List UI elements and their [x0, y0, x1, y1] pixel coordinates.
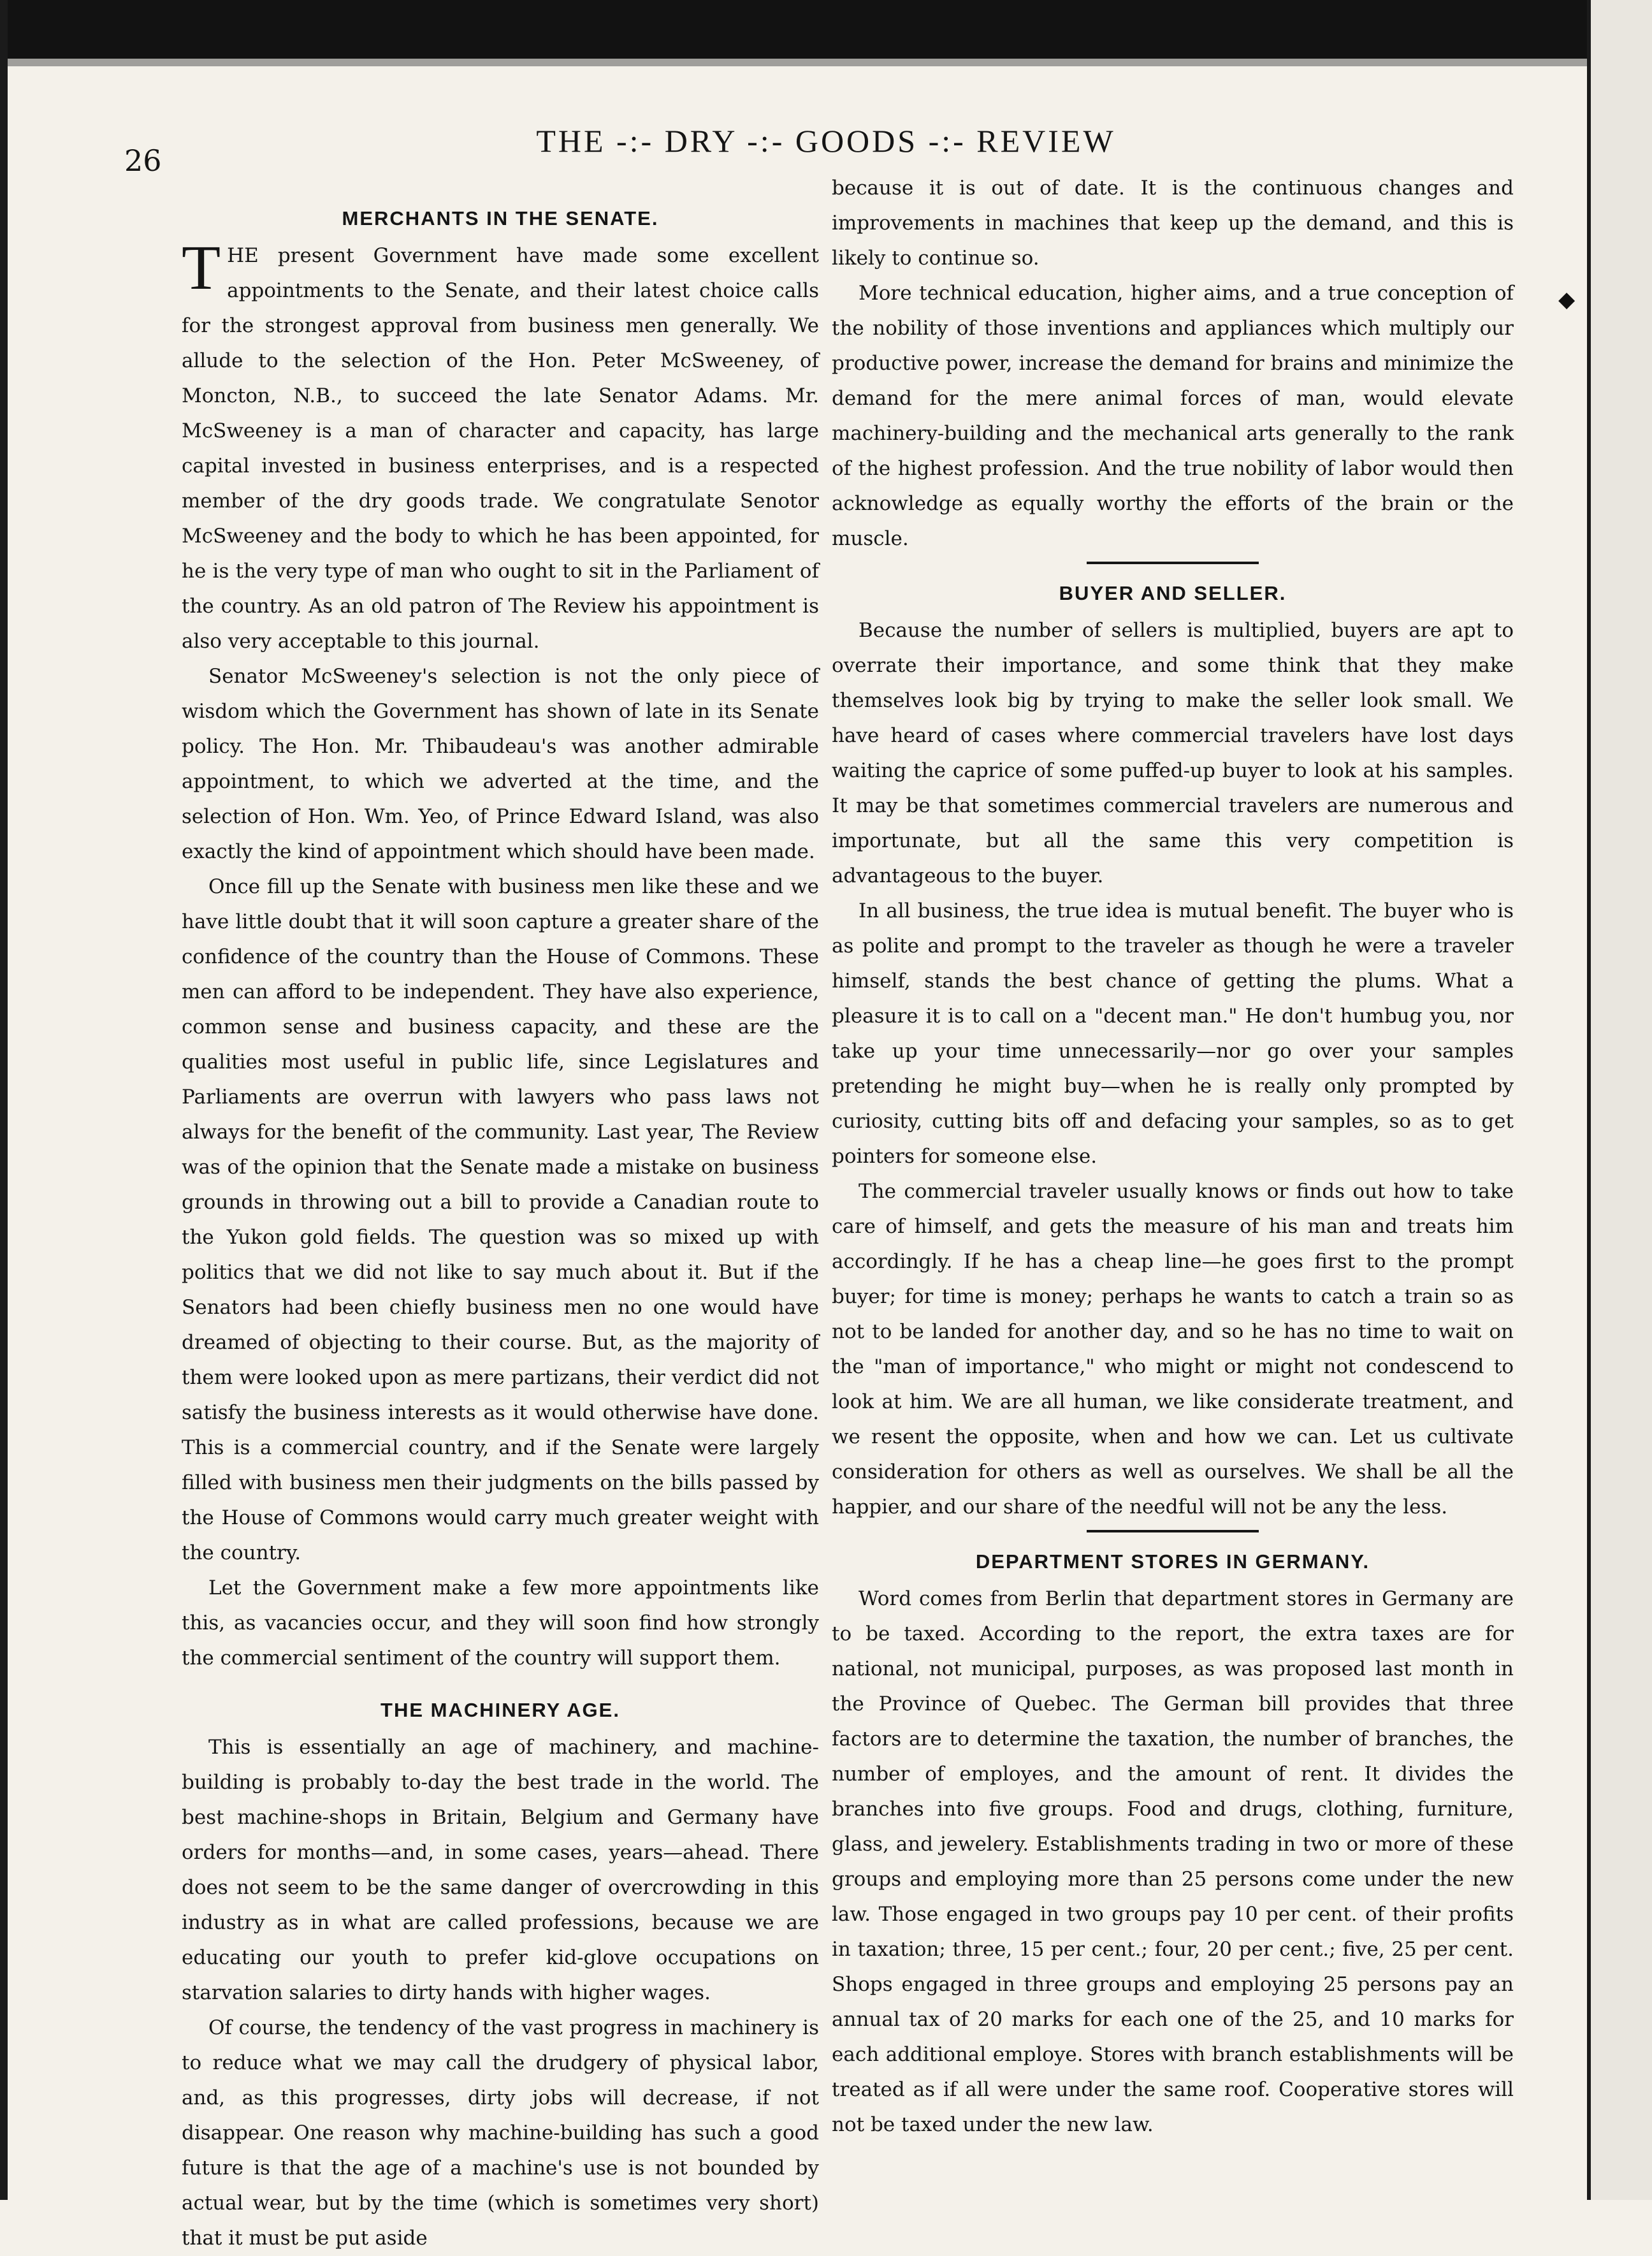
margin-mark-icon: ◆ [1558, 287, 1576, 312]
scan-shadow-top [0, 59, 1652, 66]
senate-paragraph-2: Senator McSweeney's selection is not the only piece of wisdom which the Government has shown of late in its Senate policy. The Hon. Mr. Thibaudeau's was another admirable appointment, to which we adverted at the time, and the selection of Hon. Wm. Yeo, of Prince Edward Island, was also exactly the kind of appointment which should have been made. [182, 665, 819, 863]
section-divider [1087, 1530, 1259, 1532]
senate-paragraph-1-text: HE present Government have made some excellent appointments to the Senate, and their latest choice calls for the strongest approval from business men generally. We allude to the selection of the Hon. Peter McSweeney, of Moncton, N.B., to succeed the late Senator Adams. Mr. McSweeney is a man of character and capacity, has large capital invested in business enterprises, and is a respected member of the dry goods trade. We congratulate Senotor McSweeney and the body to which he has been appointed, for he is the very type of man who ought to sit in the Parliament of the country. As an old patron of The Review his appointment is also very acceptable to this journal. [182, 244, 819, 653]
scan-border-right [1587, 0, 1652, 2200]
scan-border-top [0, 0, 1652, 59]
left-column [182, 201, 819, 2256]
scan-border-left [0, 0, 8, 2200]
germany-heading: DEPARTMENT STORES IN GERMANY. [975, 1550, 1370, 1573]
senate-paragraph-4: Let the Government make a few more appointments like this, as vacancies occur, and they will soon find how strongly the commercial sentiment of the country will support them. [182, 1576, 819, 1670]
right-column [832, 171, 1514, 2143]
machinery-paragraph-2: Of course, the tendency of the vast progress in machinery is to reduce what we may call the drudgery of physical labor, and, as this progresses, dirty jobs will decrease, if not disappear. One reason why machine-building has such a good future is that the age of a machine's use is not bounded by actual wear, but by the time (which is sometimes very short) that it must be put aside [182, 2016, 819, 2250]
senate-paragraph-3: Once fill up the Senate with business men like these and we have little doubt that it will soon capture a greater share of the confidence of the country than the House of Commons. These men can afford to be independent. They have also experience, common sense and business capacity, and these are the qualities most useful in public life, since Legislatures and Parliaments are overrun with lawyers who pass laws not always for the benefit of the community. Last year, The Review was of the opinion that the Senate made a mistake on business grounds in throwing out a bill to provide a Canadian route to the Yukon gold fields. The question was so mixed up with politics that we did not like to say much about it. But if the Senators had been chiefly business men no one would have dreamed of objecting to their course. But, as the majority of them were looked upon as mere partizans, their verdict did not satisfy the business interests as it would otherwise have done. This is a commercial country, and if the Senate were largely filled with business men their judgments on the bills passed by the House of Commons would carry much greater weight with the country. [182, 875, 819, 1564]
senate-dropcap: T [182, 232, 221, 303]
page-number: 26 [124, 143, 162, 178]
buyer-paragraph-1: Because the number of sellers is multiplied, buyers are apt to overrate their importance, and some think that they make themselves look big by trying to make the seller look small. We have heard of cases where commercial travelers have lost days waiting the caprice of some puffed-up buyer to look at his samples. It may be that sometimes commercial travelers are numerous and importunate, but all the same this very competition is advantageous to the buyer. [832, 619, 1514, 887]
machinery-paragraph-2-continued: because it is out of date. It is the continuous changes and improvements in machines that keep up the demand, and this is likely to continue so. [832, 177, 1514, 270]
machinery-paragraph-1: This is essentially an age of machinery, and machine-building is probably to-day the best trade in the world. The best machine-shops in Britain, Belgium and Germany have orders for months—and, in some cases, years—ahead. There does not seem to be the same danger of overcrowding in this industry as in what are called professions, because we are educating our youth to prefer kid-glove occupations on starvation salaries to dirty hands with higher wages. [182, 1736, 819, 2004]
page-title: THE -:- DRY -:- GOODS -:- REVIEW [536, 123, 1116, 159]
buyer-paragraph-2: In all business, the true idea is mutual benefit. The buyer who is as polite and prompt to the traveler as though he were a traveler himself, stands the best chance of getting the plums. What a pleasure it is to call on a "decent man." He don't humbug you, nor take up your time unnecessarily—nor go over your samples pretending he might buy—when he is really only prompted by curiosity, cutting bits off and defacing your samples, so as to get pointers for someone else. [832, 899, 1514, 1168]
machinery-paragraph-3: More technical education, higher aims, and a true conception of the nobility of those inventions and appliances which multiply our productive power, increase the demand for brains and minimize the demand for the mere animal forces of man, would elevate machinery-building and the mechanical arts generally to the rank of the highest profession. And the true nobility of labor would then acknowledge as equally worthy the efforts of the brain or the muscle. [832, 282, 1514, 550]
buyer-paragraph-3: The commercial traveler usually knows or finds out how to take care of himself, and gets the measure of his man and treats him accordingly. If he has a cheap line—he goes first to the prompt buyer; for time is money; perhaps he wants to catch a train so as not to be landed for another day, and so he has no time to wait on the "man of importance," who might or might not condescend to look at him. We are all human, we like considerate treatment, and we resent the opposite, when and how we can. Let us cultivate consideration for others as well as ourselves. We shall be all the happier, and our share of the needful will not be any the less. [832, 1180, 1514, 1518]
senate-paragraph-1 [182, 232, 819, 659]
machinery-heading: THE MACHINERY AGE. [380, 1699, 620, 1721]
buyer-heading: BUYER AND SELLER. [1059, 582, 1287, 604]
senate-heading: MERCHANTS IN THE SENATE. [342, 207, 659, 229]
germany-paragraph-1: Word comes from Berlin that department stores in Germany are to be taxed. According to the report, the extra taxes are for national, not municipal, purposes, as was proposed last month in the Province of Quebec. The German bill provides that three factors are to determine the taxation, the number of branches, the number of employes, and the amount of rent. It divides the branches into five groups. Food and drugs, clothing, furniture, glass, and jewelery. Establishments trading in two or more of these groups and employing more than 25 persons come under the new law. Those engaged in two groups pay 10 per cent. of their profits in taxation; three, 15 per cent.; four, 20 per cent.; five, 25 per cent. Shops engaged in three groups and employing 25 persons pay an annual tax of 20 marks for each one of the 25, and 10 marks for each additional employe. Stores with branch establishments will be treated as if all were under the same roof. Cooperative stores will not be taxed under the new law. [832, 1587, 1514, 2136]
section-divider [1087, 562, 1259, 564]
